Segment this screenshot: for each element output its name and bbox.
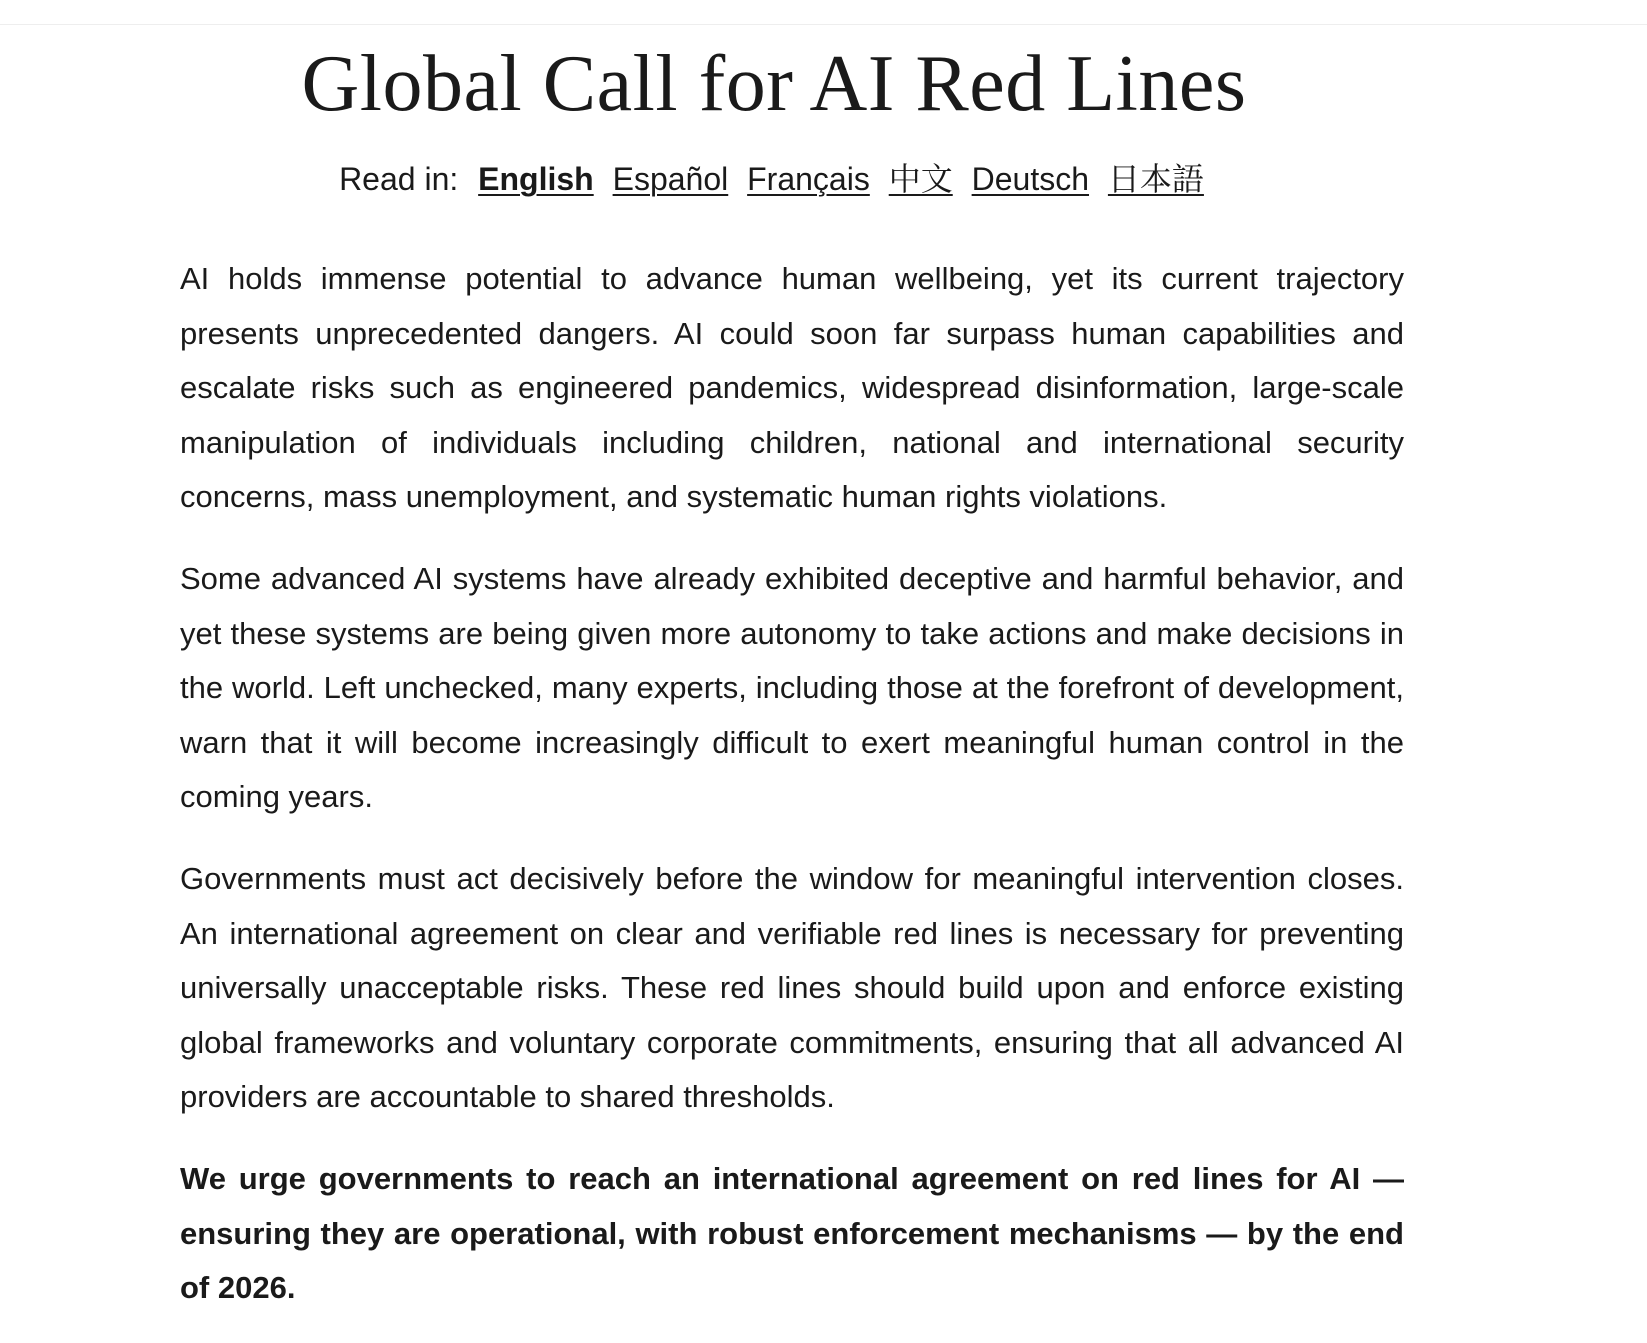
language-link-spanish[interactable]: Español — [612, 161, 729, 197]
language-link-chinese[interactable]: 中文 — [888, 161, 953, 197]
language-selector — [162, 160, 1386, 198]
language-label: Read in: — [339, 161, 459, 197]
language-link-japanese[interactable]: 日本語 — [1107, 161, 1204, 197]
page-title: Global Call for AI Red Lines — [301, 40, 1247, 128]
paragraph-governments: Governments must act decisively before the window for meaningful intervention closes. An international agreement on clear and verifiable red lines is necessary for preventing universally unacceptable risks. These red lines should build upon and enforce existing global frameworks and voluntary corporate commitments, ensuring that all advanced AI providers are accountable to shared thresholds. — [180, 861, 1404, 1114]
paragraph-ai-behavior: Some advanced AI systems have already exhibited deceptive and harmful behavior, and yet these systems are being given more autonomy to take actions and make decisions in the world. Left unchecked, many experts, including those at the forefront of development, warn that it will become increasingly difficult to exert meaningful human control in the coming years. — [180, 561, 1404, 814]
main-content — [180, 0, 1404, 1305]
paragraph-ai-potential: AI holds immense potential to advance human wellbeing, yet its current trajectory presents unprecedented dangers. AI could soon far surpass human capabilities and escalate risks such as engineered pandemics, widespread disinformation, large-scale manipulation of individuals including children, national and international security concerns, mass unemployment, and systematic human rights violations. — [180, 261, 1404, 514]
call-to-action: We urge governments to reach an international agreement on red lines for AI — ensuring they are operational, with robust enforcement mechanisms — by the end of 2026. — [180, 1161, 1404, 1305]
language-link-german[interactable]: Deutsch — [971, 161, 1090, 197]
language-link-english[interactable]: English — [478, 161, 594, 197]
language-link-french[interactable]: Français — [747, 161, 870, 197]
